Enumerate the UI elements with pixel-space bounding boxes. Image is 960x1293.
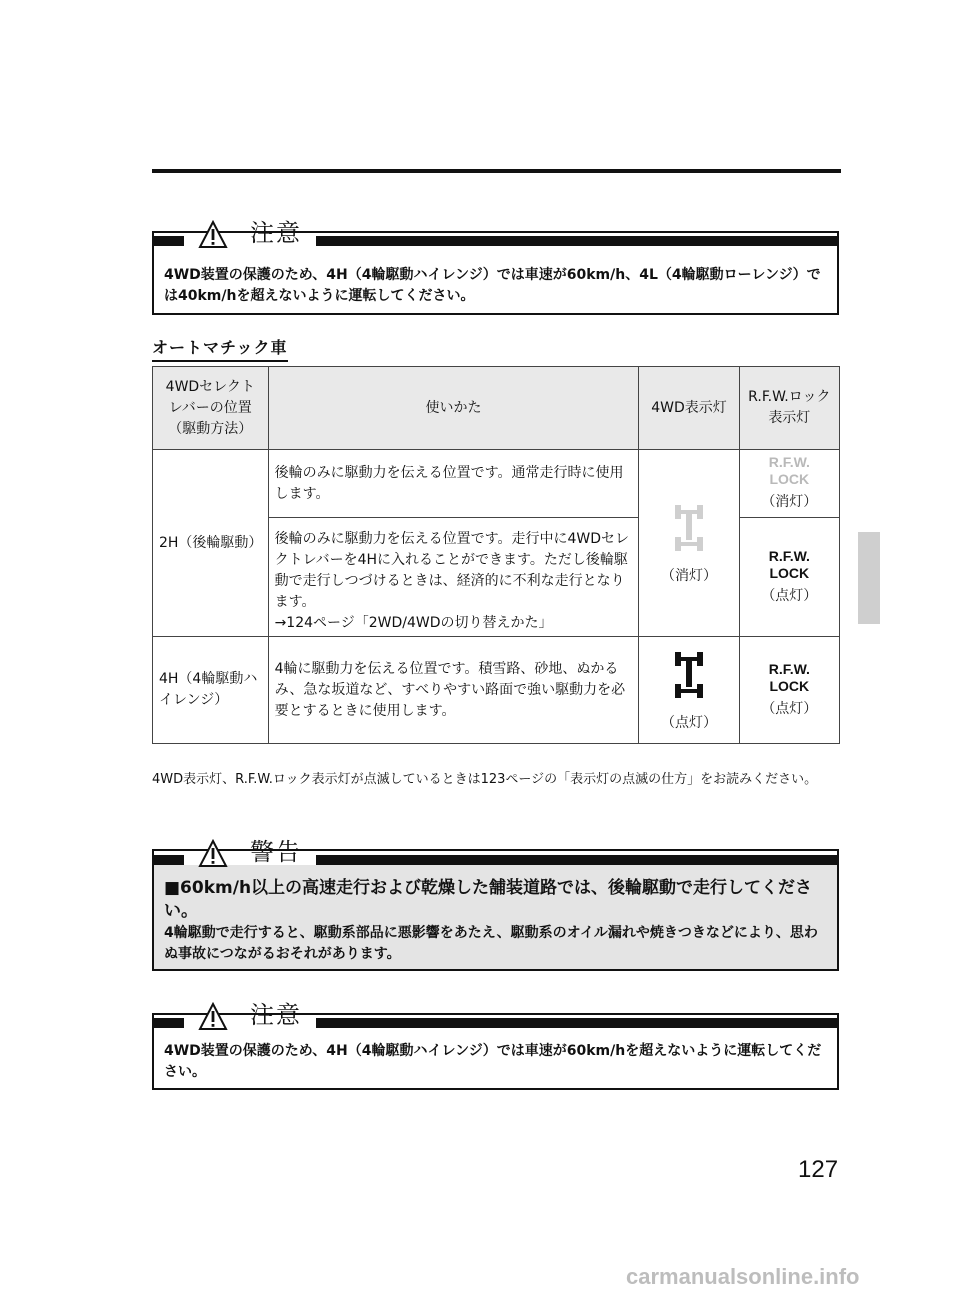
rfw-lock-logo <box>746 661 833 695</box>
rfw-2h-a-cell <box>739 450 839 518</box>
indicator-4h-cell <box>639 637 739 744</box>
rfw-logo-line1: R.F.W. <box>768 454 810 470</box>
header-bar-right <box>316 1018 837 1028</box>
rfw-logo-line2: LOCK <box>769 471 810 487</box>
rfw-lock-logo <box>746 548 833 582</box>
caution-box-bottom <box>152 1001 839 1090</box>
rfw-2h-b-state: （点灯） <box>761 587 818 604</box>
rfw-logo-line2: LOCK <box>769 564 810 581</box>
header-rfw: R.F.W.ロック表示灯 <box>739 367 839 450</box>
use-2h-b <box>268 518 639 637</box>
rfw-logo-line2: LOCK <box>769 677 810 694</box>
caution-header <box>154 1001 837 1044</box>
caution-body: 4WD装置の保護のため、4H（4輪駆動ハイレンジ）では車速が60km/hを超えないように運転してください。 <box>164 1043 822 1080</box>
header-bar-right <box>316 236 837 246</box>
caution-body: 4WD装置の保護のため、4H（4輪駆動ハイレンジ）では車速が60km/h、4L（4輪駆動ローレンジ）では40km/hを超えないように運転してください。 <box>164 267 821 304</box>
table-row <box>153 450 840 518</box>
footnote: 4WD表示灯、R.F.W.ロック表示灯が点滅しているときは123ページの「表示灯の点滅の仕方」をお読みください。 <box>152 772 818 787</box>
indicator-2h-state: （消灯） <box>660 568 717 584</box>
rfw-4h-state: （点灯） <box>761 700 818 717</box>
header-bar-right <box>316 855 837 865</box>
chapter-tab <box>858 532 880 624</box>
indicator-2h-cell <box>639 450 739 637</box>
caution-header <box>154 219 837 262</box>
use-2h-a: 後輪のみに駆動力を伝える位置です。通常走行時に使用します。 <box>268 450 639 518</box>
rfw-logo-line1: R.F.W. <box>768 660 810 677</box>
warning-triangle-icon <box>198 1002 228 1032</box>
header-mode: 4WDセレクトレバーの位置（駆動方法） <box>153 367 269 450</box>
warning-body: 4輪駆動で走行すると、駆動系部品に悪影響をあたえ、駆動系のオイル漏れや焼きつきなどにより、思わぬ事故につながるおそれがあります。 <box>164 925 818 962</box>
rfw-lock-logo-dim <box>746 454 833 488</box>
warning-triangle-icon <box>198 839 228 869</box>
footer-watermark: carmanualsonline.info <box>626 1264 860 1289</box>
4wd-indicator-on-icon <box>669 646 709 706</box>
warning-box <box>152 838 839 971</box>
caution-title: 注意 <box>250 1001 302 1029</box>
warning-lead: ■60km/h以上の高速走行および乾燥した舗装道路では、後輪駆動で走行してください。 <box>164 878 813 921</box>
mode-2h: 2H（後輪駆動） <box>153 450 269 637</box>
mode-table <box>152 366 840 744</box>
use-2h-b-ref: →124ページ「2WD/4WDの切り替えかた」 <box>274 614 553 631</box>
caution-title: 注意 <box>250 219 302 247</box>
table-row <box>153 637 840 744</box>
warning-title: 警告 <box>250 838 302 866</box>
mode-4h: 4H（4輪駆動ハイレンジ） <box>153 637 269 744</box>
use-2h-b-text: 後輪のみに駆動力を伝える位置です。走行中に4WDセレクトレバーを4Hに入れることができます。ただし後輪駆動で走行しつづけるときは、経済的に不利な走行となります。 <box>274 530 629 610</box>
rfw-2h-a-state: （消灯） <box>761 494 818 510</box>
header-bar-left <box>154 236 184 246</box>
caution-box-top <box>152 219 839 315</box>
4wd-indicator-off-icon <box>669 499 709 559</box>
rfw-4h-cell <box>739 637 839 744</box>
page-number: 127 <box>798 1156 839 1183</box>
header-bar-left <box>154 1018 184 1028</box>
header-indicator: 4WD表示灯 <box>639 367 739 450</box>
header-use: 使いかた <box>268 367 639 450</box>
rfw-logo-line1: R.F.W. <box>768 547 810 564</box>
top-rule <box>152 169 841 173</box>
table-header-row <box>153 367 840 450</box>
section-heading: オートマチック車 <box>152 335 288 362</box>
indicator-4h-state: （点灯） <box>660 715 717 731</box>
warning-triangle-icon <box>198 220 228 250</box>
header-bar-left <box>154 855 184 865</box>
rfw-2h-b-cell <box>739 518 839 637</box>
warning-header <box>154 838 837 866</box>
use-4h: 4輪に駆動力を伝える位置です。積雪路、砂地、ぬかるみ、急な坂道など、すべりやすい路面で強い駆動力を必要とするときに使用します。 <box>268 637 639 744</box>
